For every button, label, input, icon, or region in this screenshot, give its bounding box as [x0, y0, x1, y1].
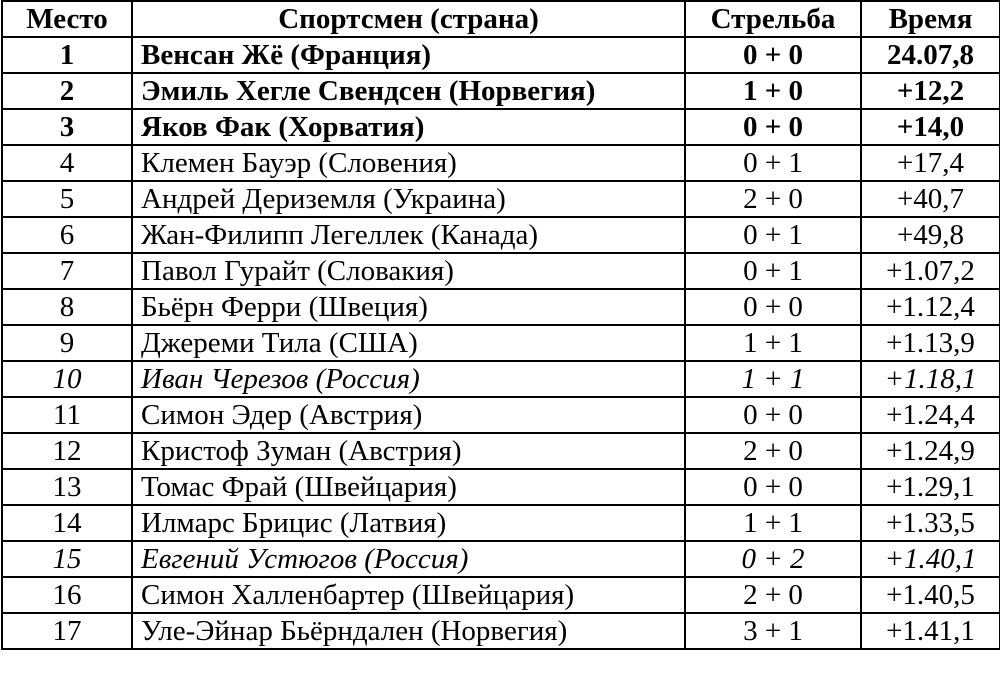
time-cell: +14,0	[861, 109, 1000, 145]
header-row	[2, 1, 1000, 37]
athlete-cell: Павол Гурайт (Словакия)	[132, 253, 685, 289]
shooting-cell: 3 + 1	[685, 613, 861, 649]
athlete-cell: Джереми Тила (США)	[132, 325, 685, 361]
place-cell: 2	[2, 73, 132, 109]
time-cell: +1.07,2	[861, 253, 1000, 289]
shooting-cell: 0 + 0	[685, 109, 861, 145]
time-cell: +1.18,1	[861, 361, 1000, 397]
table-row	[2, 73, 1000, 109]
athlete-cell: Яков Фак (Хорватия)	[132, 109, 685, 145]
place-cell: 14	[2, 505, 132, 541]
time-cell: +1.12,4	[861, 289, 1000, 325]
place-cell: 16	[2, 577, 132, 613]
place-cell: 9	[2, 325, 132, 361]
shooting-cell: 0 + 0	[685, 289, 861, 325]
shooting-cell: 1 + 1	[685, 505, 861, 541]
time-cell: +49,8	[861, 217, 1000, 253]
time-cell: +1.40,5	[861, 577, 1000, 613]
shooting-cell: 2 + 0	[685, 181, 861, 217]
place-cell: 13	[2, 469, 132, 505]
table-row	[2, 469, 1000, 505]
table-row	[2, 253, 1000, 289]
place-cell: 3	[2, 109, 132, 145]
place-cell: 15	[2, 541, 132, 577]
time-cell: +1.24,4	[861, 397, 1000, 433]
table-row	[2, 289, 1000, 325]
time-cell: +1.33,5	[861, 505, 1000, 541]
results-body	[2, 37, 1000, 649]
athlete-cell: Эмиль Хегле Свендсен (Норвегия)	[132, 73, 685, 109]
header-athlete: Спортсмен (страна)	[132, 1, 685, 37]
table-row	[2, 541, 1000, 577]
shooting-cell: 2 + 0	[685, 433, 861, 469]
table-row	[2, 181, 1000, 217]
results-table	[1, 0, 1000, 650]
shooting-cell: 0 + 2	[685, 541, 861, 577]
table-row	[2, 397, 1000, 433]
table-row	[2, 145, 1000, 181]
shooting-cell: 0 + 1	[685, 217, 861, 253]
table-row	[2, 613, 1000, 649]
place-cell: 4	[2, 145, 132, 181]
shooting-cell: 0 + 1	[685, 145, 861, 181]
place-cell: 10	[2, 361, 132, 397]
athlete-cell: Клемен Бауэр (Словения)	[132, 145, 685, 181]
table-row	[2, 217, 1000, 253]
time-cell: +1.24,9	[861, 433, 1000, 469]
place-cell: 7	[2, 253, 132, 289]
athlete-cell: Симон Эдер (Австрия)	[132, 397, 685, 433]
header-place: Место	[2, 1, 132, 37]
athlete-cell: Андрей Дериземля (Украина)	[132, 181, 685, 217]
place-cell: 17	[2, 613, 132, 649]
table-row	[2, 505, 1000, 541]
shooting-cell: 0 + 1	[685, 253, 861, 289]
place-cell: 12	[2, 433, 132, 469]
athlete-cell: Иван Черезов (Россия)	[132, 361, 685, 397]
place-cell: 11	[2, 397, 132, 433]
table-row	[2, 433, 1000, 469]
athlete-cell: Илмарс Брицис (Латвия)	[132, 505, 685, 541]
athlete-cell: Кристоф Зуман (Австрия)	[132, 433, 685, 469]
time-cell: +1.40,1	[861, 541, 1000, 577]
table-row	[2, 361, 1000, 397]
time-cell: 24.07,8	[861, 37, 1000, 73]
table-row	[2, 37, 1000, 73]
time-cell: +17,4	[861, 145, 1000, 181]
shooting-cell: 0 + 0	[685, 469, 861, 505]
time-cell: +1.29,1	[861, 469, 1000, 505]
table-row	[2, 577, 1000, 613]
shooting-cell: 0 + 0	[685, 37, 861, 73]
shooting-cell: 1 + 1	[685, 361, 861, 397]
place-cell: 8	[2, 289, 132, 325]
place-cell: 5	[2, 181, 132, 217]
table-row	[2, 325, 1000, 361]
athlete-cell: Жан-Филипп Легеллек (Канада)	[132, 217, 685, 253]
athlete-cell: Бьёрн Ферри (Швеция)	[132, 289, 685, 325]
athlete-cell: Симон Халленбартер (Швейцария)	[132, 577, 685, 613]
header-shooting: Стрельба	[685, 1, 861, 37]
time-cell: +1.13,9	[861, 325, 1000, 361]
place-cell: 6	[2, 217, 132, 253]
shooting-cell: 0 + 0	[685, 397, 861, 433]
place-cell: 1	[2, 37, 132, 73]
shooting-cell: 1 + 0	[685, 73, 861, 109]
time-cell: +40,7	[861, 181, 1000, 217]
athlete-cell: Уле-Эйнар Бьёрндален (Норвегия)	[132, 613, 685, 649]
header-time: Время	[861, 1, 1000, 37]
table-row	[2, 109, 1000, 145]
athlete-cell: Венсан Жё (Франция)	[132, 37, 685, 73]
shooting-cell: 1 + 1	[685, 325, 861, 361]
athlete-cell: Евгений Устюгов (Россия)	[132, 541, 685, 577]
time-cell: +12,2	[861, 73, 1000, 109]
athlete-cell: Томас Фрай (Швейцария)	[132, 469, 685, 505]
time-cell: +1.41,1	[861, 613, 1000, 649]
shooting-cell: 2 + 0	[685, 577, 861, 613]
